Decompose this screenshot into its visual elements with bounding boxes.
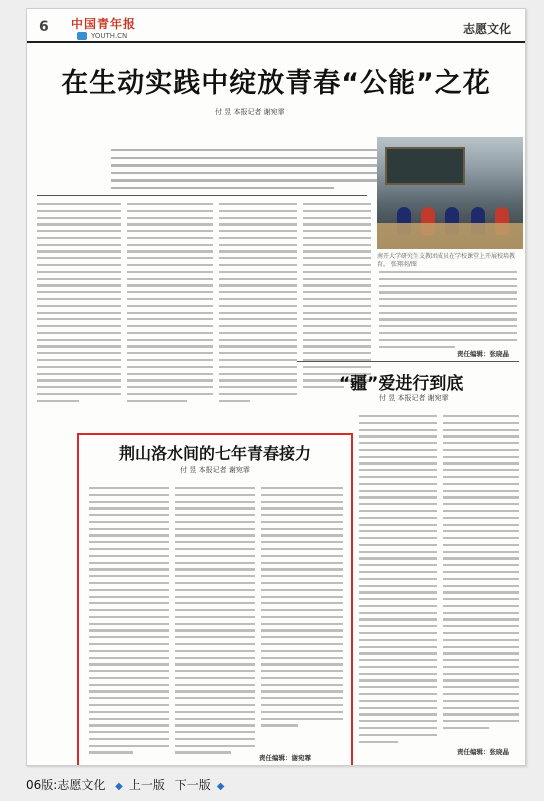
- main-body-col-3: [219, 203, 297, 406]
- main-byline: 付 昱 本报记者 谢宛霏: [215, 108, 285, 116]
- next-page-link[interactable]: 下一版: [174, 778, 211, 792]
- newspaper-page: [26, 8, 526, 766]
- boxed-body-col-1: [89, 487, 169, 758]
- main-body-col-4: [303, 203, 371, 393]
- site-url: YOUTH.CN: [91, 32, 128, 40]
- photo-caption: 南开大学研究生支教团成员在学校课堂上开展校培教育。 张翔羽/图: [377, 253, 516, 268]
- selected-article-box[interactable]: [77, 433, 353, 766]
- second-headline: “疆”爱进行到底: [339, 374, 464, 394]
- boxed-byline: 付 昱 本报记者 谢宛霏: [180, 466, 250, 474]
- right-arrow-icon[interactable]: ◆: [216, 781, 225, 792]
- section-title: 志愿文化: [462, 22, 511, 36]
- main-body-col-1: [37, 203, 121, 406]
- left-arrow-icon[interactable]: ◆: [115, 781, 123, 792]
- site-icon: [77, 32, 87, 40]
- section-divider-2: [297, 361, 519, 362]
- page-navigation: [26, 776, 230, 793]
- boxed-headline: 荆山洛水间的七年青春接力: [118, 444, 311, 463]
- newspaper-logo: 中国青年报: [71, 17, 137, 31]
- classroom-photo[interactable]: [377, 137, 523, 249]
- boxed-body-col-2: [175, 487, 255, 758]
- page-number: 6: [39, 19, 49, 35]
- second-byline: 付 昱 本报记者 谢宛霏: [379, 394, 449, 402]
- boxed-editor: 责任编辑：谢宛霏: [259, 754, 311, 762]
- boxed-body-col-3: [261, 487, 343, 731]
- page-header: [27, 9, 525, 43]
- page-label: 06版:志愿文化: [26, 778, 106, 792]
- main-headline: 在生动实践中绽放青春“公能”之花: [61, 68, 491, 99]
- main-body-col-2: [127, 203, 213, 406]
- prev-page-link[interactable]: 上一版: [128, 778, 165, 792]
- second-editor: 责任编辑：张晓晶: [457, 748, 509, 756]
- main-editor: 责任编辑：张晓晶: [457, 350, 509, 358]
- main-body-col-5: [379, 271, 517, 352]
- second-body-col-2: [443, 415, 519, 734]
- second-body-col-1: [359, 415, 437, 747]
- section-divider: [37, 195, 367, 196]
